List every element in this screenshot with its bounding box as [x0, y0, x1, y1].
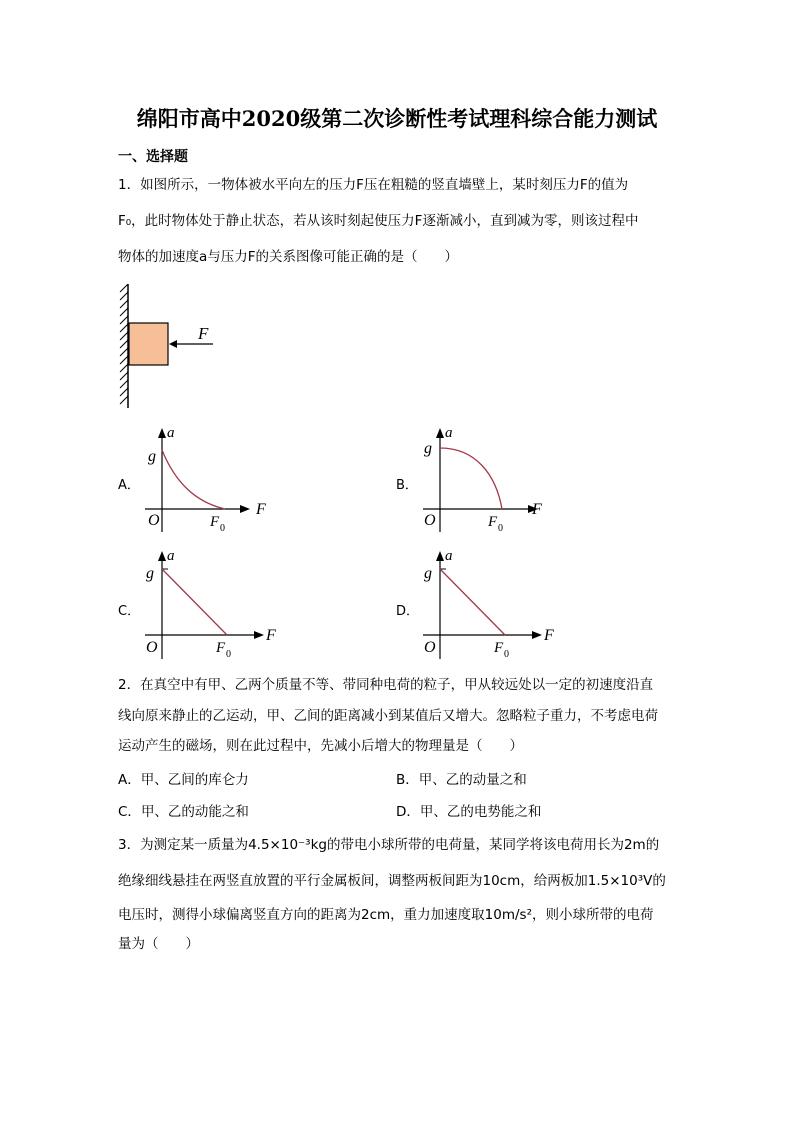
- g-label: g: [148, 448, 156, 465]
- f0-subscript: 0: [498, 523, 503, 534]
- option-label: B．: [396, 772, 419, 788]
- option-text: 甲、乙的动能之和: [140, 804, 249, 820]
- origin-label: O: [424, 639, 436, 656]
- option-c-graph: [140, 543, 285, 661]
- block: [129, 323, 168, 365]
- curve-a: [162, 450, 225, 509]
- line-c: [162, 569, 227, 635]
- f0-label: F: [216, 640, 226, 656]
- origin-label: O: [146, 639, 158, 656]
- axis-a-label: a: [167, 425, 175, 441]
- option-b-label: B．: [396, 478, 418, 493]
- page-title: 绵阳市高中2020级第二次诊断性考试理科综合能力测试: [136, 106, 658, 131]
- q1-line-1: 1．如图所示，一物体被水平向左的压力F压在粗糙的竖直墙壁上，某时刻压力F的值为: [118, 177, 629, 193]
- option-text: 甲、乙间的库仑力: [140, 772, 249, 788]
- force-arrow-head: [169, 340, 177, 348]
- q2-option-a: [118, 768, 249, 788]
- q3-line-1: 3．为测定某一质量为4.5×10⁻³kg的带电小球所带的电荷量，某同学将该电荷用长为2m的: [118, 837, 660, 853]
- option-label: A．: [118, 772, 141, 788]
- f0-label: F: [494, 640, 504, 656]
- f0-label: F: [210, 514, 220, 530]
- g-label: g: [424, 565, 432, 582]
- g-label: g: [424, 440, 432, 457]
- curve-b: [440, 448, 502, 509]
- q2-line-3: 运动产生的磁场，则在此过程中，先减小后增大的物理量是（ ）: [118, 738, 523, 754]
- q3-line-4: 量为（ ）: [118, 936, 199, 952]
- axis-a-label: a: [445, 425, 453, 441]
- wall-block-figure: [118, 284, 228, 410]
- g-label: g: [146, 565, 154, 582]
- axis-a-label: a: [445, 548, 453, 564]
- option-a-label: A．: [118, 478, 140, 493]
- origin-label: O: [424, 512, 436, 529]
- x-axis-label: F: [256, 501, 266, 518]
- x-axis-label: F: [532, 501, 542, 518]
- axis-a-label: a: [167, 548, 175, 564]
- section-heading: 一、选择题: [118, 149, 188, 165]
- x-axis-label: F: [266, 627, 276, 644]
- q3-line-3: 电压时，测得小球偏离竖直方向的距离为2cm，重力加速度取10m/s²，则小球所带的电荷: [118, 907, 654, 923]
- q2-line-2: 线向原来静止的乙运动，甲、乙间的距离减小到某值后又增大。忽略粒子重力，不考虑电荷: [118, 708, 658, 724]
- force-label: F: [198, 324, 209, 343]
- f0-label: F: [488, 514, 498, 530]
- q3-line-2: 绝缘细线悬挂在两竖直放置的平行金属板间，调整两板间距为10cm，给两板加1.5×10³V的: [118, 873, 666, 889]
- x-axis-label: F: [544, 627, 554, 644]
- option-label: D．: [396, 804, 420, 820]
- line-d: [440, 569, 505, 635]
- q2-option-d: [396, 800, 541, 820]
- f0-subscript: 0: [504, 649, 509, 660]
- wall-hatching: [120, 284, 128, 404]
- option-d-graph: [418, 543, 563, 661]
- origin-label: O: [148, 512, 160, 529]
- option-text: 甲、乙的电势能之和: [419, 804, 542, 820]
- option-b-graph: [418, 420, 558, 535]
- q1-line-2: F₀，此时物体处于静止状态，若从该时刻起使压力F逐渐减小，直到减为零，则该过程中: [118, 213, 639, 229]
- option-c-label: C．: [118, 604, 141, 619]
- option-text: 甲、乙的动量之和: [418, 772, 527, 788]
- f0-subscript: 0: [220, 523, 225, 534]
- option-a-graph: [140, 420, 280, 535]
- q1-line-3: 物体的加速度a与压力F的关系图像可能正确的是（ ）: [118, 249, 459, 265]
- q2-option-c: [118, 800, 249, 820]
- option-d-label: D．: [396, 604, 420, 619]
- q2-option-b: [396, 768, 527, 788]
- q2-line-1: 2．在真空中有甲、乙两个质量不等、带同种电荷的粒子，甲从较远处以一定的初速度沿直: [118, 677, 654, 693]
- option-label: C．: [118, 804, 141, 820]
- f0-subscript: 0: [226, 649, 231, 660]
